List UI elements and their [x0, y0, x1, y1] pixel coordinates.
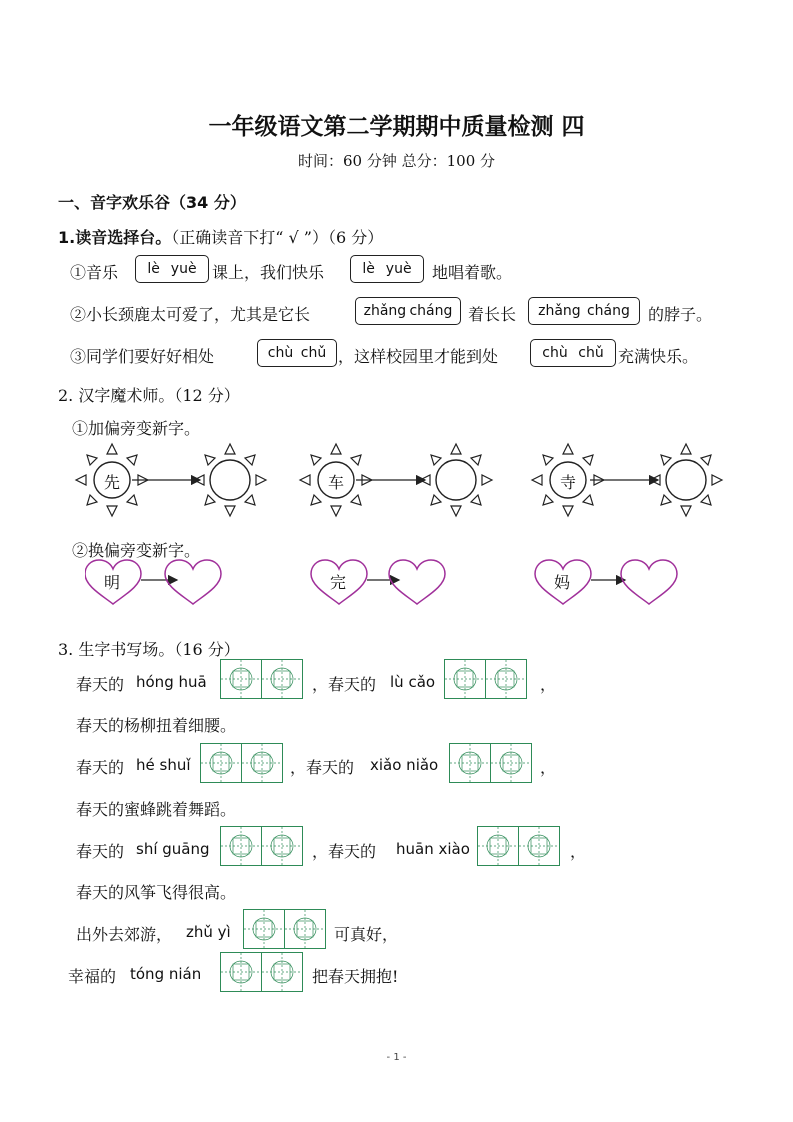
pinyin-option[interactable]: chù — [542, 345, 568, 361]
sun-character-1: 先 — [104, 473, 121, 492]
q3-line5-text-a: 春天的 — [76, 842, 125, 861]
pinyin-option[interactable]: cháng — [586, 303, 630, 319]
q3-line8-text-a: 幸福的 — [68, 967, 117, 986]
heart-icon — [389, 560, 445, 604]
q3-line1-text-b: ，春天的 — [312, 675, 377, 694]
q3-line3-pinyin-a: hé shuǐ — [136, 756, 191, 774]
q1-item2-mid: 着长长 — [468, 305, 517, 324]
question-1-note: （正确读音下打“ √ ”）（6 分） — [171, 228, 384, 247]
q3-line3-pinyin-b: xiǎo niǎo — [370, 756, 439, 774]
question-1-heading — [58, 225, 383, 248]
q2-sub2: ②换偏旁变新字。 — [72, 541, 201, 560]
writing-grid[interactable] — [200, 743, 283, 783]
writing-grid[interactable] — [220, 952, 303, 992]
q3-line8-text-b: 把春天拥抱! — [312, 967, 399, 986]
tian-zi-ge-cell[interactable] — [201, 744, 242, 782]
q3-line1-pinyin-a: hóng huā — [136, 673, 207, 691]
pinyin-option[interactable]: chǔ — [300, 345, 327, 361]
sun-character-3: 寺 — [560, 473, 577, 492]
heart-diagrams — [85, 558, 695, 608]
q1-item2-post: 的脖子。 — [648, 305, 713, 324]
q3-line6-text: 春天的风筝飞得很高。 — [76, 883, 237, 902]
q3-line3-text-b: ，春天的 — [290, 758, 355, 777]
q1-item2-pre: ②小长颈鹿太可爱了，尤其是它长 — [70, 305, 311, 324]
q1-item1-choice-box-1[interactable] — [135, 255, 209, 283]
pinyin-option[interactable]: lè — [147, 261, 160, 277]
tian-zi-ge-cell[interactable] — [221, 953, 262, 991]
q1-item1-mid: 课上，我们快乐 — [212, 263, 325, 282]
q1-item3-choice-box-1[interactable] — [257, 339, 337, 367]
q3-line7-text-a: 出外去郊游， — [76, 925, 173, 944]
heart-character-2: 完 — [330, 573, 347, 592]
tian-zi-ge-cell[interactable] — [519, 827, 559, 865]
q3-line1-text-a: 春天的 — [76, 675, 125, 694]
writing-grid[interactable] — [449, 743, 532, 783]
tian-zi-ge-cell[interactable] — [262, 660, 302, 698]
pinyin-option[interactable]: yuè — [170, 261, 197, 277]
writing-grid[interactable] — [243, 909, 326, 949]
q2-sub1: ①加偏旁变新字。 — [72, 419, 201, 438]
q3-line4-text: 春天的蜜蜂跳着舞蹈。 — [76, 800, 237, 819]
question-1-label: 1.读音选择台。 — [58, 228, 172, 247]
q3-line5-pinyin-a: shí guāng — [136, 840, 210, 858]
heart-character-3: 妈 — [554, 573, 571, 592]
tian-zi-ge-cell[interactable] — [450, 744, 491, 782]
pinyin-option[interactable]: zhǎng — [363, 303, 407, 319]
pinyin-option[interactable]: lè — [362, 261, 375, 277]
heart-character-1: 明 — [104, 573, 121, 592]
q3-line1-pinyin-b: lù cǎo — [390, 673, 436, 691]
tian-zi-ge-cell[interactable] — [244, 910, 285, 948]
writing-grid[interactable] — [220, 659, 303, 699]
tian-zi-ge-cell[interactable] — [285, 910, 325, 948]
pinyin-option[interactable]: chù — [267, 345, 294, 361]
exam-info: 时间：60 分钟 总分：100 分 — [297, 152, 496, 170]
pinyin-option[interactable]: cháng — [409, 303, 453, 319]
q1-item1-post: 地唱着歌。 — [432, 263, 513, 282]
writing-grid[interactable] — [477, 826, 560, 866]
q3-line8-pinyin-a: tóng nián — [130, 965, 202, 983]
q1-item2-choice-box-1[interactable] — [355, 297, 461, 325]
q1-item3-pre: ③同学们要好好相处 — [70, 347, 215, 366]
tian-zi-ge-cell[interactable] — [221, 660, 262, 698]
sun-character-2: 车 — [328, 473, 345, 492]
q1-item3-choice-box-2[interactable] — [530, 339, 616, 367]
q1-item3-mid: ，这样校园里才能到处 — [338, 347, 499, 366]
q1-item3-post: 充满快乐。 — [618, 347, 699, 366]
pinyin-option[interactable]: zhǎng — [538, 303, 581, 319]
sun-diagrams — [70, 440, 750, 524]
tian-zi-ge-cell[interactable] — [242, 744, 282, 782]
heart-icon — [621, 560, 677, 604]
q3-line5-pinyin-b: huān xiào — [396, 840, 470, 858]
q3-line3-text-a: 春天的 — [76, 758, 125, 777]
q3-line3-text-c: ， — [540, 758, 557, 777]
pinyin-option[interactable]: chǔ — [578, 345, 604, 361]
tian-zi-ge-cell[interactable] — [478, 827, 519, 865]
tian-zi-ge-cell[interactable] — [262, 953, 302, 991]
tian-zi-ge-cell[interactable] — [486, 660, 526, 698]
tian-zi-ge-cell[interactable] — [221, 827, 262, 865]
section-heading-1: 一、音字欢乐谷（34 分） — [58, 193, 246, 212]
q3-line7-pinyin-a: zhǔ yì — [186, 923, 231, 941]
heart-icon — [165, 560, 221, 604]
q1-item1-choice-box-2[interactable] — [350, 255, 424, 283]
pinyin-option[interactable]: yuè — [385, 261, 412, 277]
question-2-heading: 2. 汉字魔术师。（12 分） — [58, 386, 240, 405]
tian-zi-ge-cell[interactable] — [445, 660, 486, 698]
writing-grid[interactable] — [444, 659, 527, 699]
sun-icon — [650, 444, 722, 516]
writing-grid[interactable] — [220, 826, 303, 866]
q3-line7-text-b: 可真好， — [334, 925, 399, 944]
q3-line1-text-c: ， — [540, 675, 557, 694]
sun-icon — [420, 444, 492, 516]
q1-item2-choice-box-2[interactable] — [528, 297, 640, 325]
q3-line2-text: 春天的杨柳扭着细腰。 — [76, 716, 237, 735]
q3-line5-text-c: ， — [570, 842, 587, 861]
tian-zi-ge-cell[interactable] — [491, 744, 531, 782]
tian-zi-ge-cell[interactable] — [262, 827, 302, 865]
sun-icon — [194, 444, 266, 516]
page-title: 一年级语文第二学期期中质量检测 四 — [208, 114, 585, 140]
page-number: - 1 - — [386, 1052, 407, 1063]
q3-line5-text-b: ，春天的 — [312, 842, 377, 861]
question-3-heading: 3. 生字书写场。（16 分） — [58, 640, 240, 659]
q1-item1-pre: ①音乐 — [70, 263, 119, 282]
